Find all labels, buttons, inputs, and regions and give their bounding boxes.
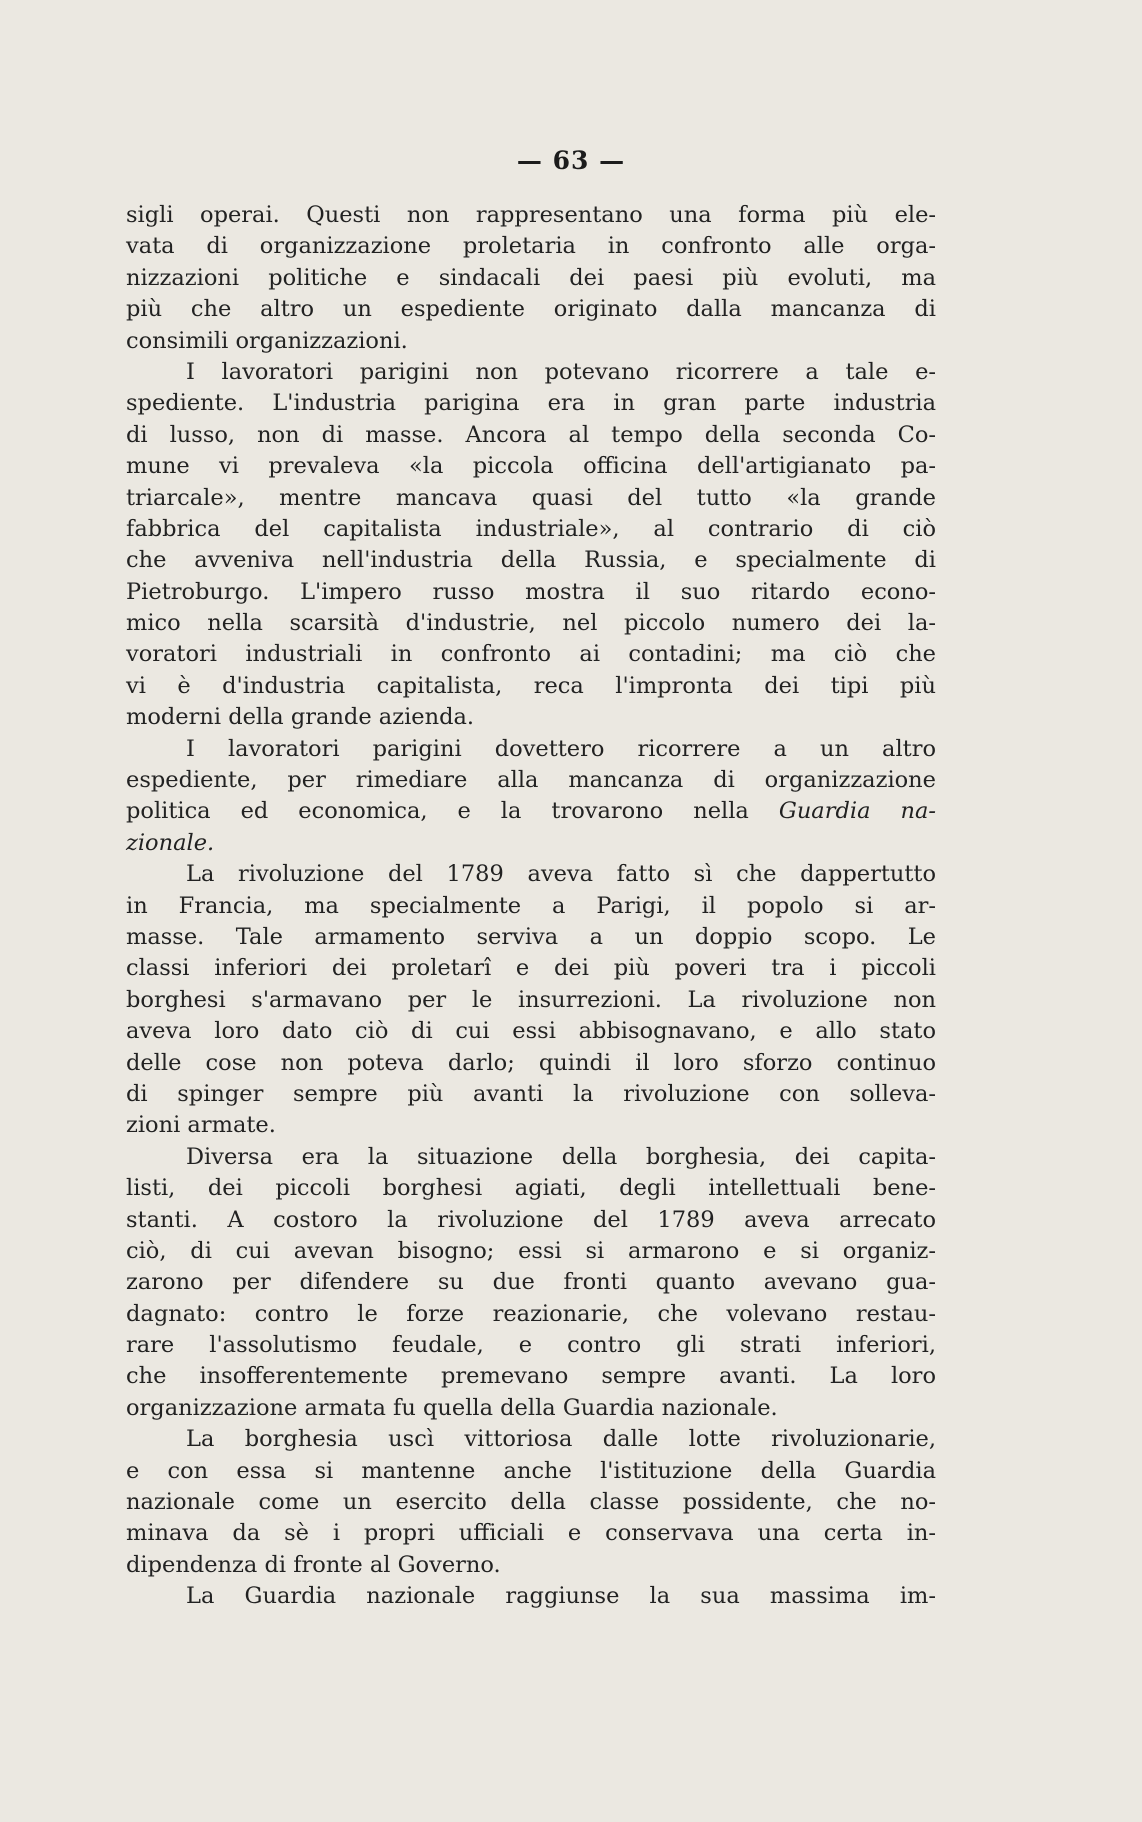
- text-line-content: fabbrica del capitalista industriale», al contrario di ciò: [126, 515, 936, 542]
- text-line-content: di lusso, non di masse. Ancora al tempo della seconda Co-: [126, 421, 936, 448]
- page-number: — 63 —: [516, 146, 626, 175]
- text-line: [126, 671, 936, 702]
- text-line: [126, 796, 936, 827]
- text-line: [126, 1016, 936, 1047]
- text-line: [126, 1048, 936, 1079]
- text-line: [126, 200, 936, 231]
- text-line-content: ciò, di cui avevan bisogno; essi si armarono e si organiz-: [126, 1237, 936, 1264]
- text-line-content: più che altro un espediente originato dalla mancanza di: [126, 296, 936, 323]
- text-line-content: minava da sè i propri ufficiali e conservava una certa in-: [126, 1520, 936, 1547]
- text-line: [126, 231, 936, 262]
- text-line-content: delle cose non poteva darlo; quindi il loro sforzo continuo: [126, 1049, 936, 1076]
- text-line: [126, 1550, 936, 1581]
- text-line: [126, 388, 936, 419]
- text-line: [126, 1518, 936, 1549]
- text-line: [126, 420, 936, 451]
- text-line: [126, 828, 936, 859]
- text-line-content: vata di organizzazione proletaria in confronto alle orga-: [126, 233, 936, 260]
- text-line: [126, 1079, 936, 1110]
- text-line: [126, 483, 936, 514]
- text-line: [126, 451, 936, 482]
- text-line-content: in Francia, ma specialmente a Parigi, il popolo si ar-: [126, 892, 936, 919]
- text-line-content: spediente. L'industria parigina era in gran parte industria: [126, 390, 936, 417]
- text-line-content: mune vi prevaleva «la piccola officina dell'artigianato pa-: [126, 453, 936, 480]
- text-line: [126, 1456, 936, 1487]
- text-line: [126, 734, 936, 765]
- text-line-content: sigli operai. Questi non rappresentano una forma più ele-: [126, 202, 936, 228]
- text-line-content: e con essa si mantenne anche l'istituzione della Guardia: [126, 1457, 936, 1484]
- text-line-content: Pietroburgo. L'impero russo mostra il suo ritardo econo-: [126, 578, 936, 605]
- text-line: [126, 545, 936, 576]
- text-line-content: listi, dei piccoli borghesi agiati, degli intellettuali bene-: [126, 1175, 936, 1202]
- text-line-content: che avveniva nell'industria della Russia, e specialmente di: [126, 547, 936, 574]
- text-line-content: classi inferiori dei proletarî e dei più poveri tra i piccoli: [126, 955, 936, 982]
- text-line: [126, 1142, 936, 1173]
- text-line: [126, 357, 936, 388]
- text-line: [126, 608, 936, 639]
- text-line: [126, 263, 936, 294]
- text-line: [126, 326, 936, 357]
- text-line-content: zarono per difendere su due fronti quanto avevano gua-: [126, 1269, 936, 1296]
- text-line-content: nizzazioni politiche e sindacali dei paesi più evoluti, ma: [126, 264, 936, 291]
- text-line: [126, 1236, 936, 1267]
- text-line-content: La borghesia uscì vittoriosa dalle lotte rivoluzionarie,: [186, 1426, 936, 1453]
- text-line: [126, 1487, 936, 1518]
- text-line-content: stanti. A costoro la rivoluzione del 1789 aveva arrecato: [126, 1206, 936, 1233]
- text-line: [126, 1173, 936, 1204]
- text-line: [126, 1361, 936, 1392]
- text-line-content: dipendenza di fronte al Governo.: [126, 1551, 501, 1578]
- text-line: [126, 1267, 936, 1298]
- text-line-content: masse. Tale armamento serviva a un doppio scopo. Le: [126, 923, 936, 950]
- text-line: [126, 985, 936, 1016]
- text-line: [126, 577, 936, 608]
- text-line-content: triarcale», mentre mancava quasi del tutto «la grande: [126, 484, 936, 511]
- text-line: [126, 1205, 936, 1236]
- text-line: [126, 1299, 936, 1330]
- text-line-content: I lavoratori parigini non potevano ricorrere a tale e-: [186, 358, 936, 385]
- text-line-content: espediente, per rimediare alla mancanza di organizzazione: [126, 767, 936, 794]
- text-line-content: La Guardia nazionale raggiunse la sua massima im-: [186, 1583, 936, 1610]
- text-line-content: I lavoratori parigini dovettero ricorrere a un altro: [186, 735, 936, 762]
- text-line-content: dagnato: contro le forze reazionarie, che volevano restau-: [126, 1300, 936, 1327]
- text-line: [126, 294, 936, 325]
- text-line: [126, 1424, 936, 1455]
- text-line: [126, 953, 936, 984]
- text-line-content: rare l'assolutismo feudale, e contro gli strati inferiori,: [126, 1332, 936, 1359]
- text-line-content: politica ed economica, e la trovarono nella: [126, 798, 779, 825]
- text-line: [126, 1110, 936, 1141]
- text-line-content: aveva loro dato ciò di cui essi abbisognavano, e allo stato: [126, 1018, 936, 1045]
- text-line: [126, 1330, 936, 1361]
- text-line: [126, 859, 936, 890]
- text-line-content: che insofferentemente premevano sempre avanti. La loro: [126, 1363, 936, 1390]
- text-line-content: moderni della grande azienda.: [126, 704, 475, 731]
- text-line-content: zioni armate.: [126, 1112, 276, 1139]
- italic-text: Guardia na-: [778, 798, 936, 825]
- text-line-content: voratori industriali in confronto ai contadini; ma ciò che: [126, 641, 936, 668]
- text-line: [126, 514, 936, 545]
- text-line-content: Diversa era la situazione della borghesia, dei capita-: [186, 1143, 936, 1170]
- text-line: [126, 702, 936, 733]
- text-line-content: di spinger sempre più avanti la rivoluzione con solleva-: [126, 1080, 936, 1107]
- text-line-content: La rivoluzione del 1789 aveva fatto sì che dappertutto: [186, 861, 936, 888]
- text-line: [126, 1581, 936, 1612]
- body-text: [126, 200, 936, 1613]
- text-line-content: borghesi s'armavano per le insurrezioni. La rivoluzione non: [126, 986, 936, 1013]
- text-line: [126, 639, 936, 670]
- text-line: [126, 922, 936, 953]
- text-line-content: vi è d'industria capitalista, reca l'impronta dei tipi più: [126, 672, 936, 699]
- italic-text: zionale.: [126, 829, 215, 856]
- text-line: [126, 891, 936, 922]
- text-line: [126, 1393, 936, 1424]
- text-line-content: mico nella scarsità d'industrie, nel piccolo numero dei la-: [126, 610, 936, 637]
- text-line-content: organizzazione armata fu quella della Guardia nazionale.: [126, 1394, 778, 1421]
- text-line: [126, 765, 936, 796]
- text-line-content: nazionale come un esercito della classe possidente, che no-: [126, 1489, 936, 1516]
- text-line-content: consimili organizzazioni.: [126, 327, 408, 354]
